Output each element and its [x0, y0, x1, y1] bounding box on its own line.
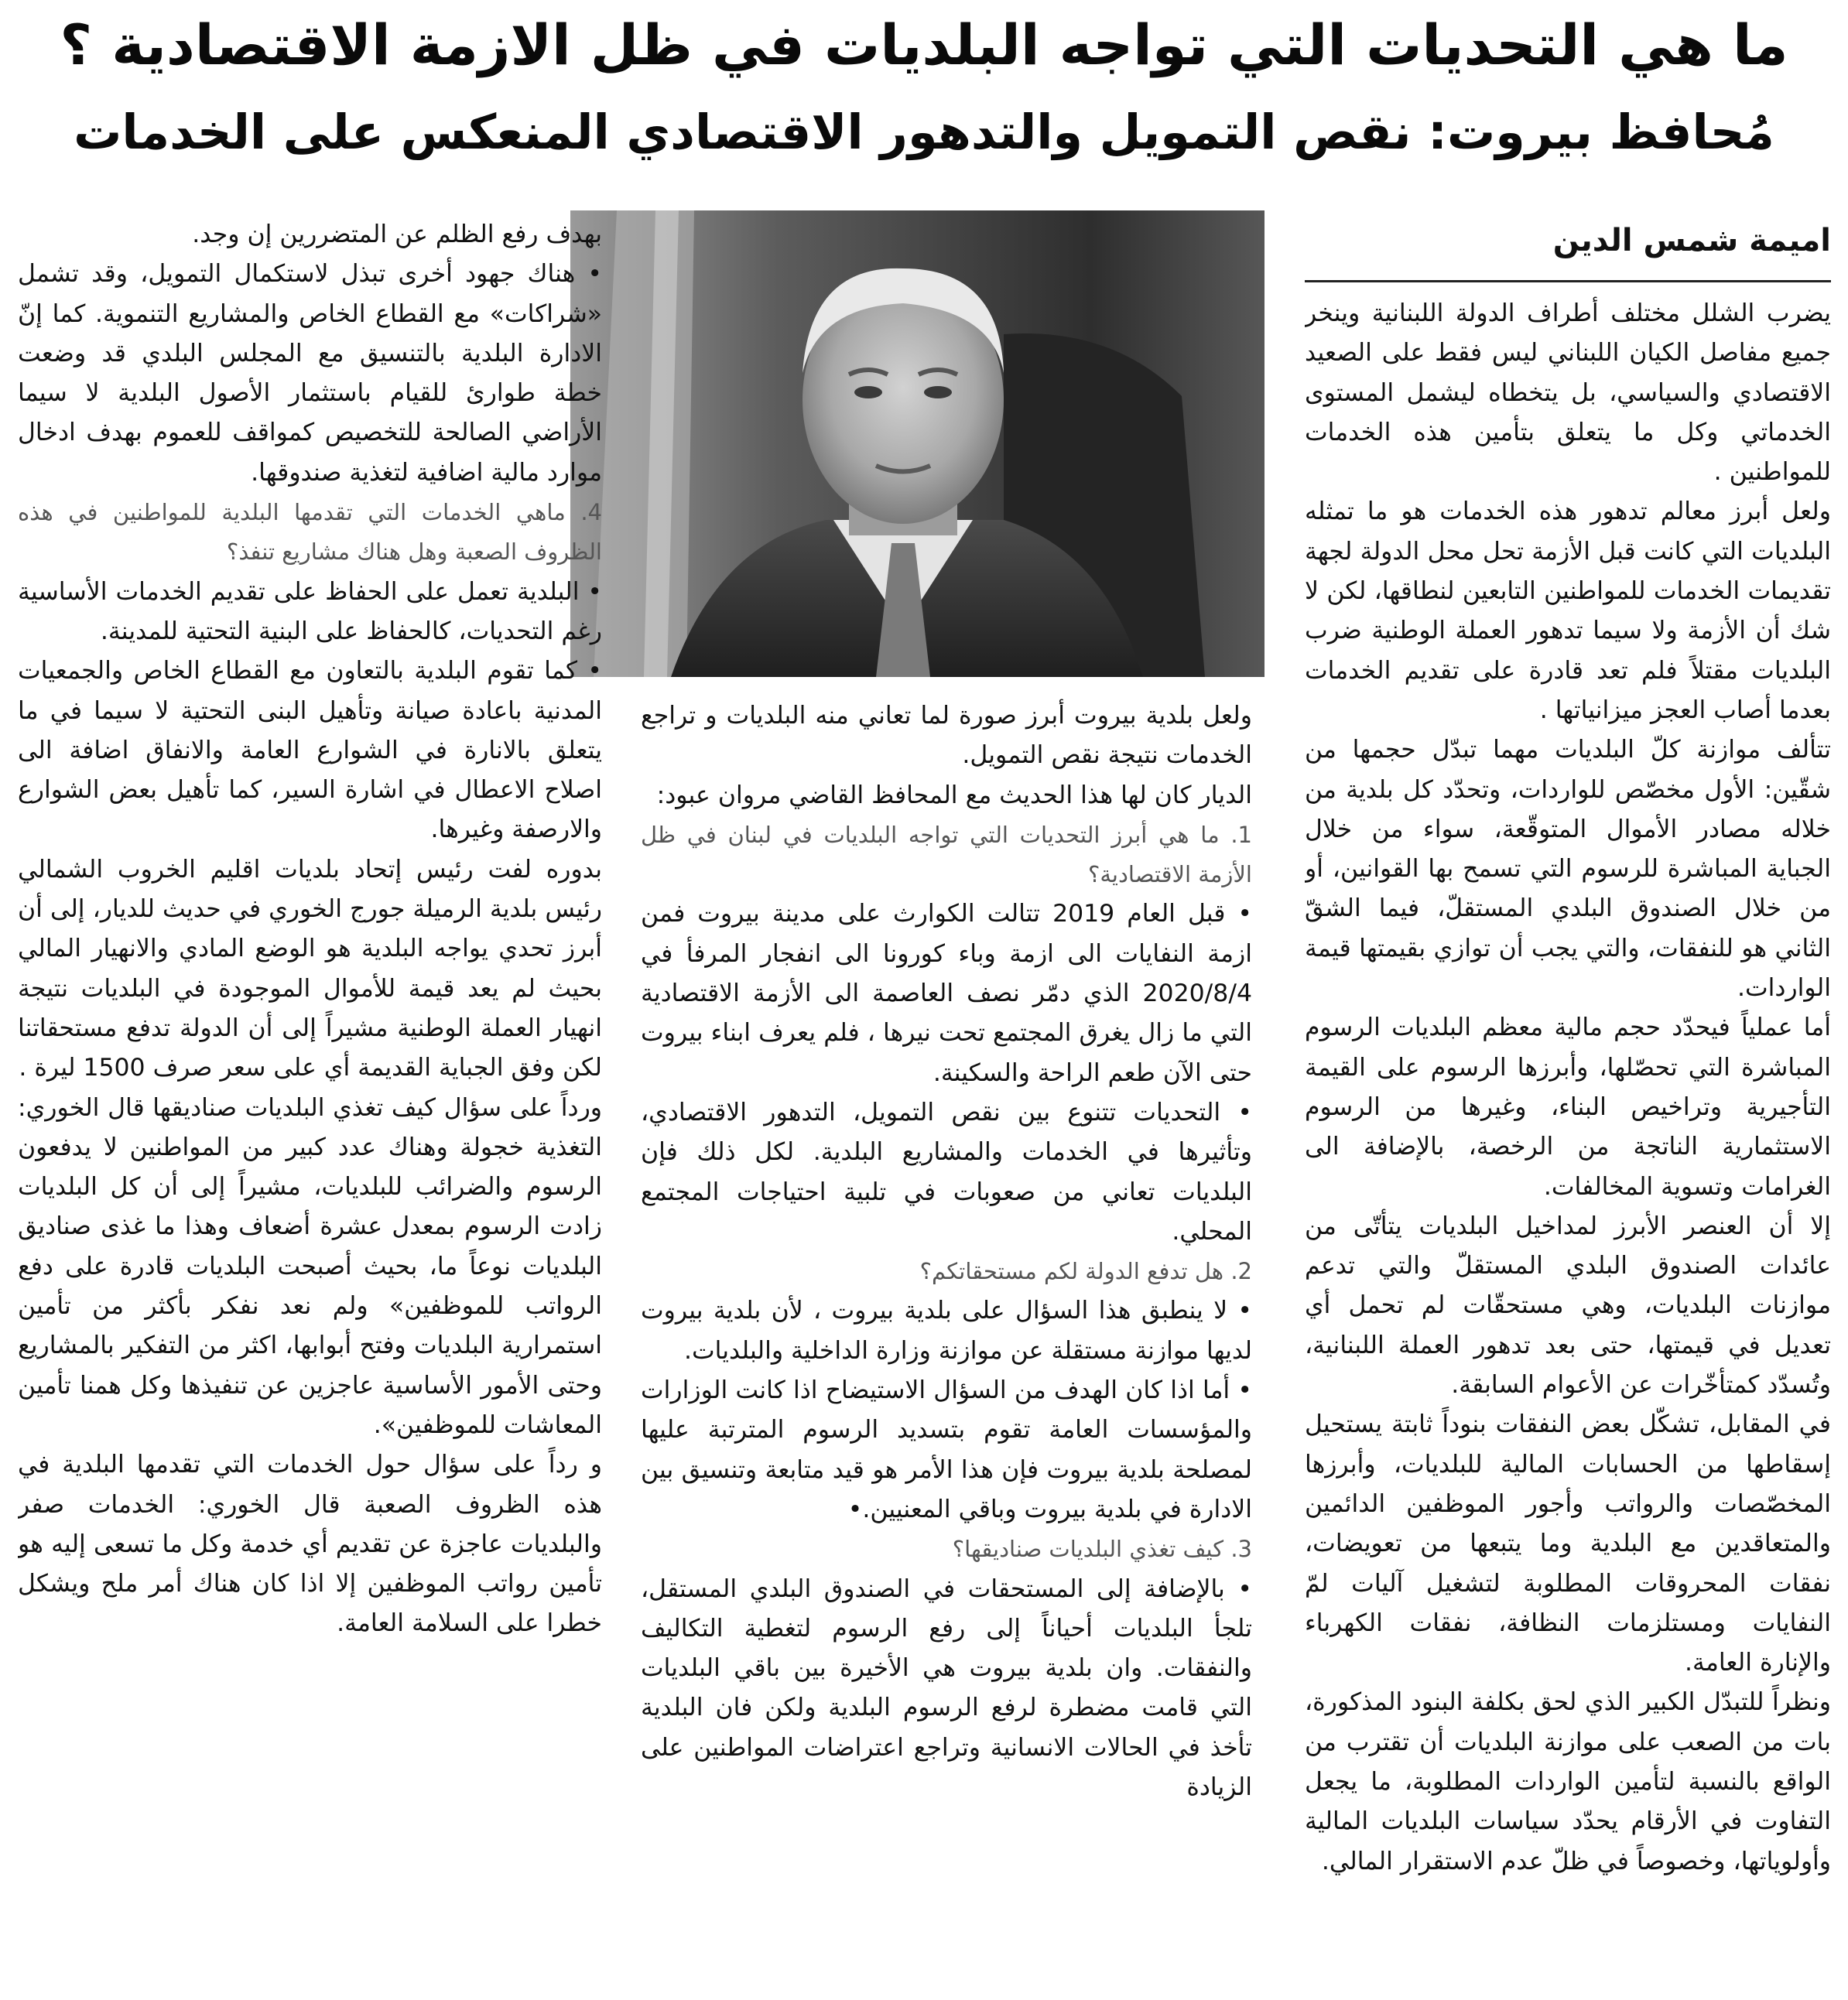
paragraph: ولعل بلدية بيروت أبرز صورة لما تعاني منه البلديات و تراجع الخدمات نتيجة نقص التمويل.	[641, 702, 1252, 770]
paragraph: • لا ينطبق هذا السؤال على بلدية بيروت ، لأن بلدية بيروت لديها موازنة مستقلة عن موازنة وزارة الداخلية والبلديات.	[641, 1297, 1252, 1365]
portrait-illustration	[570, 210, 1265, 677]
paragraph: • قبل العام 2019 تتالت الكوارث على مدينة بيروت فمن ازمة النفايات الى ازمة وباء كورونا الى انفجار المرفأ في 2020/8/4 الذي دمّر نصف العاصمة الى الأزمة الاقتصادية التي ما زال يغرق المجتمع تحت نيرها ، فلم يعرف ابناء بيروت حتى الآن طعم الراحة والسكينة.	[641, 900, 1252, 1087]
governor-photo	[570, 210, 1265, 677]
paragraph: • بالإضافة إلى المستحقات في الصندوق البلدي المستقل، تلجأ البلديات أحياناً إلى رفع الرسوم لتغطية التكاليف والنفقات. وان بلدية بيروت هي الأخيرة بين باقي البلديات التي قامت مضطرة لرفع الرسوم البلدية ولكن فان البلدية تأخذ في الحالات الانسانية وتراجع اعتراضات المواطنين على الزيادة	[641, 1574, 1252, 1802]
headline-line-2: مُحافظ بيروت: نقص التمويل والتدهور الاقتصادي المنعكس على الخدمات	[74, 104, 1774, 160]
paragraph: إلا أن العنصر الأبرز لمداخيل البلديات يتأتّى من عائدات الصندوق البلدي المستقلّ والتي تدعم موازنات البلديات، وهي مستحقّات لم تحمل أي تعديل في قيمتها، حتى بعد تدهور العملة اللبنانية، وتُسدّد كمتأخّرات عن الأعوام السابقة.	[1305, 1212, 1831, 1400]
paragraph: في المقابل، تشكّل بعض النفقات بنوداً ثابتة يستحيل إسقاطها من الحسابات المالية للبلديات، وأبرزها المخصّصات والرواتب وأجور الموظفين الدائمين والمتعاقدين مع البلدية وما يتبعها من تعويضات، نفقات المحروقات المطلوبة لتشغيل آليات لمّ النفايات ومستلزمات النظافة، نفقات الكهرباء والإنارة العامة.	[1305, 1410, 1831, 1677]
paragraph: ونظراً للتبدّل الكبير الذي لحق بكلفة البنود المذكورة، بات من الصعب على موازنة البلديات أن تقترب من الواقع بالنسبة لتأمين الواردات المطلوبة، ما يجعل التفاوت في الأرقام يحدّد سياسات البلديات المالية وأولوياتها، وخصوصاً في ظلّ عدم الاستقرار المالي.	[1305, 1688, 1831, 1875]
paragraph: الديار كان لها هذا الحديث مع المحافظ القاضي مروان عبود:	[656, 781, 1252, 809]
paragraph: تتألف موازنة كلّ البلديات مهما تبدّل حجمها من شقّين: الأول مخصّص للواردات، وتحدّد كل بلدية من خلاله مصادر الأموال المتوقّعة، سواء من خلال الجباية المباشرة للرسوم التي تسمح بها القوانين، أو من خلال الصندوق البلدي المستقلّ، فيما الشقّ الثاني هو للنفقات، والتي يجب أن توازي بقيمتها قيمة الواردات.	[1305, 736, 1831, 1003]
paragraph: • كما تقوم البلدية بالتعاون مع القطاع الخاص والجمعيات المدنية باعادة صيانة وتأهيل البنى التحتية لا سيما في ما يتعلق بالانارة في الشوارع العامة والانفاق اضافة الى اصلاح الاعطال في اشارة السير، كما تأهيل بعض الشوارع والارصفة وغيرها.	[18, 657, 602, 844]
paragraph: يضرب الشلل مختلف أطراف الدولة اللبنانية وينخر جميع مفاصل الكيان اللبناني ليس فقط على الصعيد الاقتصادي والسياسي، بل يتخطاه ليشمل المستوى الخدماتي وكل ما يتعلق بتأمين هذه الخدمات للمواطنين .	[1305, 299, 1831, 487]
article-column-right	[1305, 294, 1831, 1973]
article-column-left	[18, 215, 602, 1973]
paragraph: • هناك جهود أخرى تبذل لاستكمال التمويل، وقد تشمل «شراكات» مع القطاع الخاص والمشاريع التنموية. كما إنّ الادارة البلدية بالتنسيق مع المجلس البلدي قد وضعت خطة طوارئ للقيام باستثمار الأصول البلدية لا سيما الأراضي الصالحة للتخصيص كمواقف للعموم بهدف ادخال موارد مالية اضافية لتغذية صندوقها.	[18, 260, 602, 487]
interview-question: 1. ما هي أبرز التحديات التي تواجه البلديات في لبنان في ظل الأزمة الاقتصادية؟	[641, 821, 1252, 888]
interview-question: 2. هل تدفع الدولة لكم مستحقاتكم؟	[919, 1258, 1252, 1285]
paragraph: و رداً على سؤال حول الخدمات التي تقدمها البلدية في هذه الظروف الصعبة قال الخوري: الخدمات صفر والبلديات عاجزة عن تقديم أي خدمة وكل ما تسعى إليه هو تأمين رواتب الموظفين إلا اذا كان هناك أمر ملح ويشكل خطرا على السلامة العامة.	[18, 1451, 602, 1638]
article-column-middle	[641, 696, 1252, 1973]
byline: اميمة شمس الدين	[1305, 223, 1831, 282]
paragraph: بهدف رفع الظلم عن المتضررين إن وجد.	[192, 221, 602, 248]
paragraph: • البلدية تعمل على الحفاظ على تقديم الخدمات الأساسية رغم التحديات، كالحفاظ على البنية التحتية للمدينة.	[18, 577, 602, 645]
paragraph: ولعل أبرز معالم تدهور هذه الخدمات هو ما تمثله البلديات التي كانت قبل الأزمة تحل محل الدولة لجهة تقديمات الخدمات للمواطنين التابعين لنطاقها، لكن لا شك أن الأزمة ولا سيما تدهور العملة الوطنية ضرب البلديات مقتلاً فلم تعد قادرة على تقديم الخدمات بعدما أصاب العجز ميزانياتها .	[1305, 497, 1831, 724]
paragraph: بدوره لفت رئيس إتحاد بلديات اقليم الخروب الشمالي رئيس بلدية الرميلة جورج الخوري في حديث للديار، إلى أن أبرز تحدي يواجه البلدية هو الوضع المادي والانهيار المالي بحيث لم يعد قيمة للأموال الموجودة في البلديات نتيجة انهيار العملة الوطنية مشيراً إلى أن الدولة تدفع مستحقاتنا لكن وفق الجباية القديمة أي على سعر صرف 1500 ليرة .	[18, 855, 602, 1082]
paragraph: أما عملياً فيحدّد حجم مالية معظم البلديات الرسوم المباشرة التي تحصّلها، وأبرزها الرسوم على القيمة التأجيرية وتراخيص البناء، وغيرها من الرسوم الاستثمارية الناتجة من الرخصة، بالإضافة الى الغرامات وتسوية المخالفات.	[1305, 1014, 1831, 1201]
paragraph: ورداً على سؤال كيف تغذي البلديات صناديقها قال الخوري: التغذية خجولة وهناك عدد كبير من المواطنين لا يدفعون الرسوم والضرائب للبلديات، مشيراً إلى أن كل البلديات زادت الرسوم بمعدل عشرة أضعاف وهذا ما غذى صناديق البلديات نوعاً ما، بحيث أصبحت البلديات قادرة على دفع الرواتب للموظفين» ولم نعد نفكر بأكثر من تأمين استمرارية البلديات وفتح أبوابها، اكثر من التفكير بالمشاريع وحتى الأمور الأساسية عاجزين عن تنفيذها وكل همنا تأمين المعاشات للموظفين».	[18, 1093, 602, 1439]
paragraph: • التحديات تتنوع بين نقص التمويل، التدهور الاقتصادي، وتأثيرها في الخدمات والمشاريع البلدية. لكل ذلك فإن البلديات تعاني من صعوبات في تلبية احتياجات المجتمع المحلي.	[641, 1098, 1252, 1246]
interview-question: 4. ماهي الخدمات التي تقدمها البلدية للمواطنين في هذه الظروف الصعبة وهل هناك مشاريع تنفذ؟	[18, 499, 602, 566]
interview-question: 3. كيف تغذي البلديات صناديقها؟	[952, 1536, 1252, 1563]
headline-line-1: ما هي التحديات التي تواجه البلديات في ظل الازمة الاقتصادية ؟	[60, 12, 1788, 77]
paragraph: • أما اذا كان الهدف من السؤال الاستيضاح اذا كانت الوزارات والمؤسسات العامة تقوم بتسديد الرسوم المترتبة عليها لمصلحة بلدية بيروت فإن هذا الأمر هو قيد متابعة وتنسيق بين الادارة في بلدية بيروت وباقي المعنيين.•	[641, 1376, 1252, 1523]
